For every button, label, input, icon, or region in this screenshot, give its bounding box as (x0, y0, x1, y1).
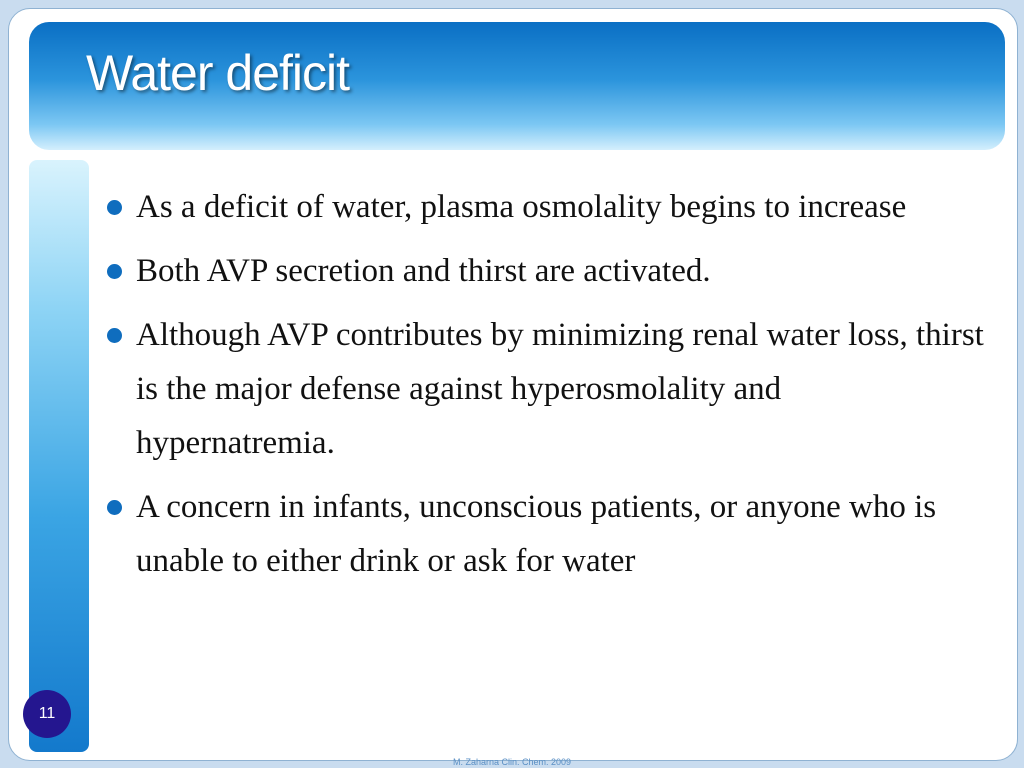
bullet-text: Although AVP contributes by minimizing renal water loss, thirst is the major defense against hyperosmolality and hypernatremia. (136, 317, 984, 461)
bullet-item (105, 308, 985, 470)
bullet-dot-icon (107, 500, 122, 515)
side-bar (29, 160, 89, 752)
footer-credit: M. Zaharna Clin. Chem. 2009 (452, 757, 572, 767)
page-number-badge: 11 (23, 690, 71, 738)
bullet-item (105, 180, 985, 234)
bullet-text: A concern in infants, unconscious patients, or anyone who is unable to either drink or ask for water (136, 489, 937, 579)
bullet-item (105, 480, 985, 588)
bullet-dot-icon (107, 264, 122, 279)
bullet-text: As a deficit of water, plasma osmolality begins to increase (136, 189, 907, 225)
bullet-list (105, 180, 985, 598)
bullet-text: Both AVP secretion and thirst are activated. (136, 253, 711, 289)
bullet-dot-icon (107, 328, 122, 343)
slide-title: Water deficit (86, 45, 350, 101)
bullet-item (105, 244, 985, 298)
bullet-dot-icon (107, 200, 122, 215)
